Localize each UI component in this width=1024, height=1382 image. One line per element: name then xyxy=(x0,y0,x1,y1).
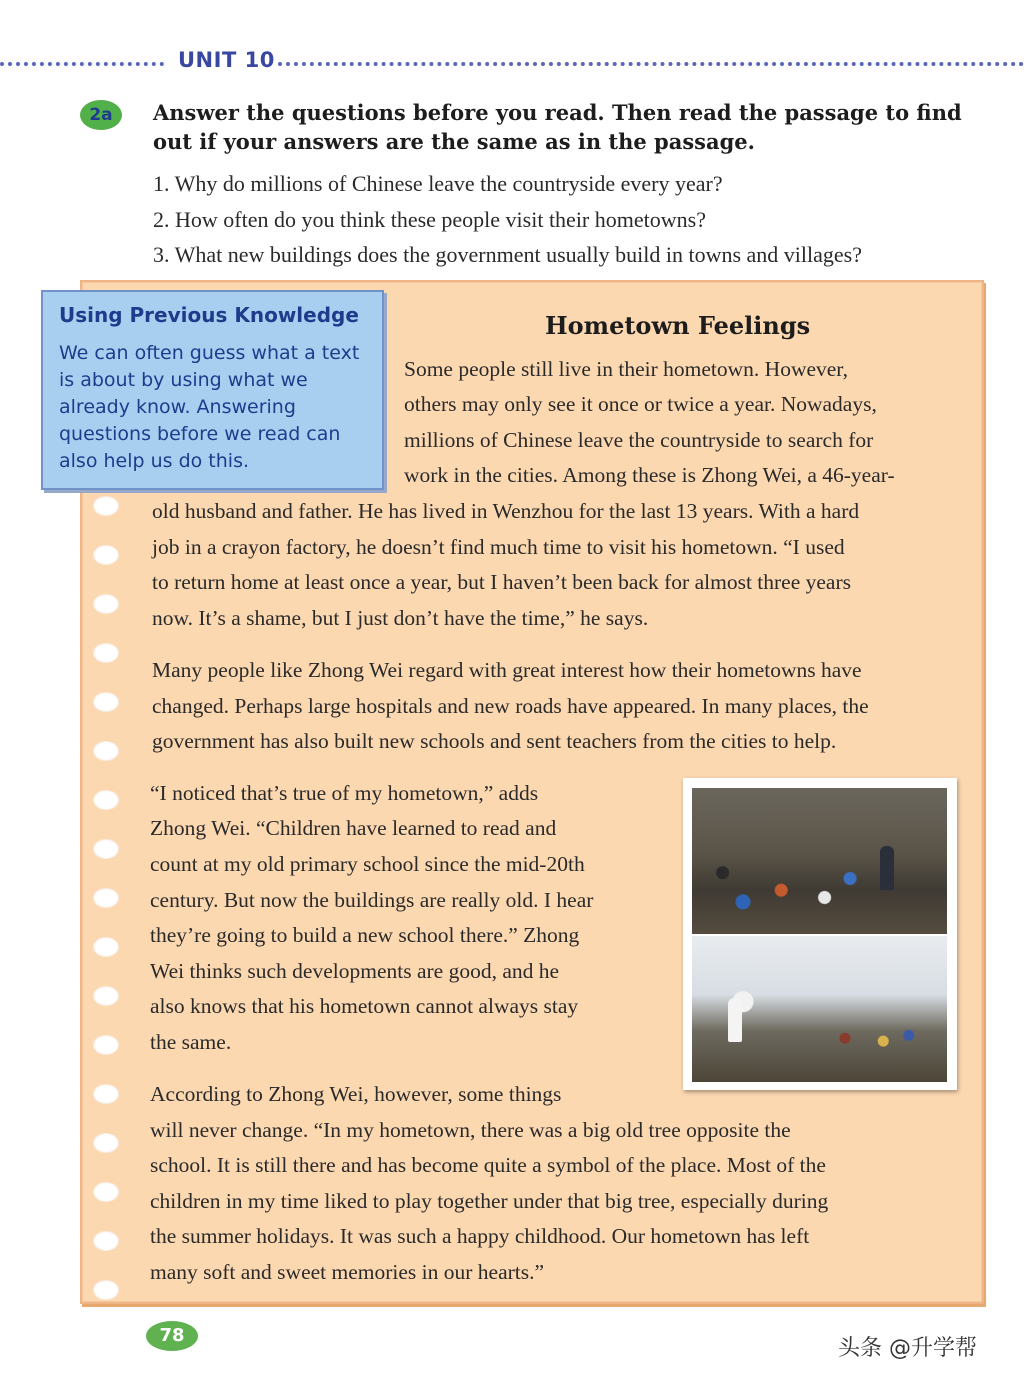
passage-line: old husband and father. He has lived in Wenzhou for the last 13 years. With a hard xyxy=(152,499,860,523)
passage-line: to return home at least once a year, but I haven’t been back for almost three years xyxy=(152,570,851,594)
question-item: 1. Why do millions of Chinese leave the countryside every year? xyxy=(153,171,723,196)
passage-line: job in a crayon factory, he doesn’t find much time to visit his hometown. “I used xyxy=(152,535,845,559)
notebook-hole xyxy=(93,1084,119,1104)
passage-line: children in my time liked to play together under that big tree, especially during xyxy=(150,1189,829,1213)
passage-line: government has also built new schools and sent teachers from the cities to help. xyxy=(152,729,837,753)
tip-title: Using Previous Knowledge xyxy=(59,303,359,327)
passage-line: Zhong Wei. “Children have learned to read and xyxy=(150,816,557,840)
passage-line: Some people still live in their hometown. However, xyxy=(404,357,848,381)
unit-header xyxy=(0,48,1024,76)
notebook-hole xyxy=(93,594,119,614)
task-badge: 2a xyxy=(80,100,122,130)
dotted-rule-left xyxy=(0,62,164,66)
reading-tip-box xyxy=(41,290,384,490)
task-instruction: Answer the questions before you read. Then read the passage to find out if your answers are the same as in the passage. xyxy=(153,100,962,154)
passage-line: many soft and sweet memories in our hearts.” xyxy=(150,1260,545,1284)
question-item: 2. How often do you think these people visit their hometowns? xyxy=(153,206,706,232)
old-classroom-photo xyxy=(692,788,947,934)
story-title: Hometown Feelings xyxy=(545,311,811,340)
passage-line: “I noticed that’s true of my hometown,” adds xyxy=(150,781,539,805)
notebook-hole xyxy=(93,1133,119,1153)
page-number: 78 xyxy=(146,1321,198,1351)
notebook-hole xyxy=(93,986,119,1006)
notebook-hole xyxy=(93,692,119,712)
new-classroom-photo xyxy=(692,936,947,1082)
notebook-hole xyxy=(93,1035,119,1055)
teacher-figure xyxy=(728,998,742,1042)
passage-line: According to Zhong Wei, however, some things xyxy=(150,1082,562,1106)
notebook-hole xyxy=(93,1182,119,1202)
passage-line: will never change. “In my hometown, there was a big old tree opposite the xyxy=(150,1118,791,1142)
unit-title: UNIT 10 xyxy=(178,48,275,72)
passage-line: also knows that his hometown cannot always stay xyxy=(150,994,579,1018)
notebook-hole xyxy=(93,937,119,957)
question-list xyxy=(153,166,862,273)
question-item: 3. What new buildings does the government usually build in towns and villages? xyxy=(153,242,862,267)
tip-body: We can often guess what a text is about by using what we already know. Answering questions before we read can also help us do this. xyxy=(59,342,360,472)
dotted-rule-right xyxy=(278,62,1024,66)
passage-line: millions of Chinese leave the countryside to search for xyxy=(404,428,874,452)
notebook-hole xyxy=(93,545,119,565)
classroom-photos xyxy=(683,778,957,1090)
passage-line: century. But now the buildings are really old. I hear xyxy=(150,888,594,912)
passage-line: now. It’s a shame, but I just don’t have the time,” he says. xyxy=(152,606,649,630)
notebook-hole xyxy=(93,839,119,859)
passage-line: work in the cities. Among these is Zhong Wei, a 46-year- xyxy=(404,463,895,487)
notebook-hole xyxy=(93,643,119,663)
passage-line: they’re going to build a new school there.” Zhong xyxy=(150,923,580,947)
notebook-hole xyxy=(93,1280,119,1300)
passage-line: school. It is still there and has become quite a symbol of the place. Most of the xyxy=(150,1153,826,1177)
passage-line: Many people like Zhong Wei regard with great interest how their hometowns have xyxy=(152,658,862,682)
watermark: 头条 @升学帮 xyxy=(838,1336,977,1361)
passage-line: the same. xyxy=(150,1030,232,1054)
notebook-hole xyxy=(93,741,119,761)
notebook-hole xyxy=(93,1231,119,1251)
teacher-figure xyxy=(880,846,894,890)
passage-line: others may only see it once or twice a year. Nowadays, xyxy=(404,392,877,416)
notebook-hole xyxy=(93,888,119,908)
passage-line: Wei thinks such developments are good, and he xyxy=(150,959,560,983)
notebook-hole xyxy=(93,790,119,810)
passage-line: count at my old primary school since the mid-20th xyxy=(150,852,585,876)
passage-line: changed. Perhaps large hospitals and new roads have appeared. In many places, the xyxy=(152,694,869,718)
notebook-hole xyxy=(93,496,119,516)
passage-line: the summer holidays. It was such a happy childhood. Our hometown has left xyxy=(150,1224,810,1248)
